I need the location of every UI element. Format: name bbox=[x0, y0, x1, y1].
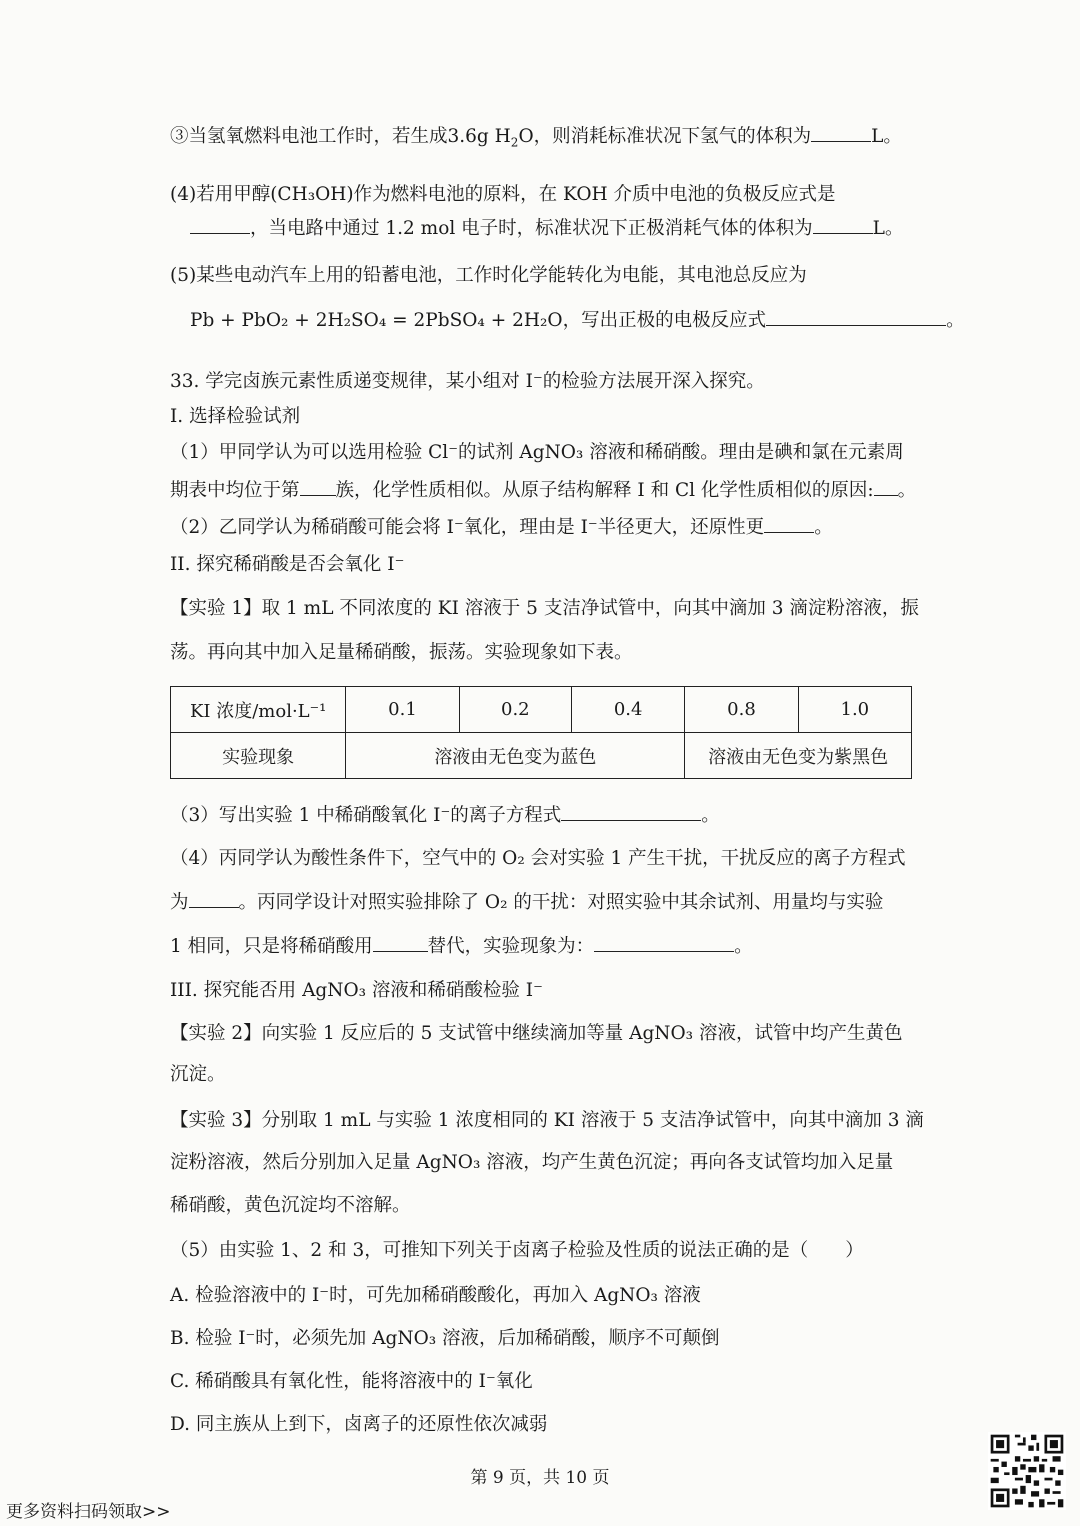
section-2-heading: II. 探究稀硝酸是否会氧化 I⁻ bbox=[170, 554, 405, 575]
q32-part5-end: 。 bbox=[946, 310, 965, 331]
q33-sub4-end: 。 bbox=[734, 936, 753, 957]
qr-code-icon[interactable] bbox=[988, 1432, 1066, 1510]
table-cell-observation-blue: 溶液由无色变为蓝色 bbox=[346, 733, 685, 779]
q33-sub1-text-b: 族，化学性质相似。从原子结构解释 I 和 Cl 化学性质相似的原因: bbox=[335, 480, 874, 501]
q33-sub1-line2 bbox=[170, 477, 916, 504]
q32-part5-line1: (5)某些电动汽车上用的铅蓄电池，工作时化学能转化为电能，其电池总反应为 bbox=[170, 265, 807, 286]
q33-sub4-line3 bbox=[170, 933, 753, 960]
experiment2-line2: 沉淀。 bbox=[170, 1064, 226, 1085]
table-header-concentration: KI 浓度/mol·L⁻¹ bbox=[171, 687, 346, 733]
experiment3-line1: 【实验 3】分别取 1 mL 与实验 1 浓度相同的 KI 溶液于 5 支洁净试管中，向其中滴加 3 滴 bbox=[170, 1110, 924, 1131]
answer-blank bbox=[561, 802, 701, 821]
table-row bbox=[171, 687, 912, 733]
q32-part3-mass: 3.6g H bbox=[447, 126, 511, 147]
table-cell: 0.1 bbox=[346, 687, 459, 733]
answer-blank bbox=[300, 477, 336, 496]
table-cell: 1.0 bbox=[798, 687, 911, 733]
table-cell: 0.8 bbox=[685, 687, 798, 733]
q32-part4-line2 bbox=[190, 215, 903, 242]
option-d: D. 同主族从上到下，卤离子的还原性依次减弱 bbox=[170, 1414, 548, 1435]
q33-sub2-text: （2）乙同学认为稀硝酸可能会将 I⁻氧化，理由是 I⁻半径更大，还原性更 bbox=[170, 517, 765, 538]
q33-sub2 bbox=[170, 514, 833, 541]
q33-sub4-text-b: 。丙同学设计对照实验排除了 O₂ 的干扰：对照实验中其余试剂、用量均与实验 bbox=[238, 892, 884, 913]
q33-sub1-text-a: 期表中均位于第 bbox=[170, 480, 300, 501]
experiment3-line3: 稀硝酸，黄色沉淀均不溶解。 bbox=[170, 1195, 411, 1216]
answer-blank bbox=[764, 514, 814, 533]
ki-concentration-table bbox=[170, 686, 912, 779]
q32-part3-text: ③当氢氧燃料电池工作时，若生成 bbox=[170, 126, 448, 147]
q32-part3-post: ，则消耗标准状况下氢气的体积为 bbox=[533, 126, 812, 147]
answer-blank bbox=[594, 933, 734, 952]
answer-blank bbox=[813, 215, 873, 234]
q32-part3-sub: 2 bbox=[510, 135, 519, 150]
section-3-heading: III. 探究能否用 AgNO₃ 溶液和稀硝酸检验 I⁻ bbox=[170, 980, 543, 1001]
q32-part5-text: ，写出正极的电极反应式 bbox=[562, 310, 767, 331]
q33-sub4-text-a: 为 bbox=[170, 892, 189, 913]
page-number: 第 9 页，共 10 页 bbox=[470, 1468, 610, 1488]
option-a: A. 检验溶液中的 I⁻时，可先加稀硝酸酸化，再加入 AgNO₃ 溶液 bbox=[170, 1285, 701, 1306]
q32-part4-unit: L。 bbox=[872, 218, 904, 239]
experiment3-line2: 淀粉溶液，然后分别加入足量 AgNO₃ 溶液，均产生黄色沉淀；再向各支试管均加入足量 bbox=[170, 1152, 894, 1173]
q33-sub1-line1: （1）甲同学认为可以选用检验 Cl⁻的试剂 AgNO₃ 溶液和稀硝酸。理由是碘和氯在元素周 bbox=[170, 442, 904, 463]
q33-sub2-end: 。 bbox=[814, 517, 833, 538]
q33-sub4-text-c: 1 相同，只是将稀硝酸用 bbox=[170, 936, 373, 957]
answer-blank bbox=[373, 933, 428, 952]
table-cell: 0.2 bbox=[459, 687, 571, 733]
answer-blank bbox=[811, 123, 871, 142]
section-1-heading: I. 选择检验试剂 bbox=[170, 406, 301, 427]
q33-sub1-end: 。 bbox=[897, 480, 917, 501]
table-cell-observation-purple: 溶液由无色变为紫黑色 bbox=[685, 733, 912, 779]
more-resources-link[interactable]: 更多资料扫码领取>> bbox=[6, 1502, 171, 1522]
option-b: B. 检验 I⁻时，必须先加 AgNO₃ 溶液，后加稀硝酸，顺序不可颠倒 bbox=[170, 1328, 720, 1349]
table-row bbox=[171, 733, 912, 779]
q33-sub3-end: 。 bbox=[701, 805, 720, 826]
q33-sub3 bbox=[170, 802, 720, 829]
lead-acid-equation: Pb + PbO₂ + 2H₂SO₄ = 2PbSO₄ + 2H₂O bbox=[190, 310, 563, 331]
experiment2-line1: 【实验 2】向实验 1 反应后的 5 支试管中继续滴加等量 AgNO₃ 溶液，试管中均产生黄色 bbox=[170, 1023, 903, 1044]
q32-part3-unit: L。 bbox=[871, 126, 902, 147]
q33-sub5: （5）由实验 1、2 和 3，可推知下列关于卤离子检验及性质的说法正确的是（ ） bbox=[170, 1240, 864, 1261]
answer-blank bbox=[189, 889, 239, 908]
answer-blank bbox=[874, 477, 898, 496]
q32-part4-line1: (4)若用甲醇(CH₃OH)作为燃料电池的原料，在 KOH 介质中电池的负极反应式是 bbox=[170, 184, 836, 205]
q33-sub4-text-d: 替代，实验现象为： bbox=[427, 936, 595, 957]
q33-title: 33. 学完卤族元素性质递变规律，某小组对 I⁻的检验方法展开深入探究。 bbox=[170, 371, 765, 392]
experiment1-line2: 荡。再向其中加入足量稀硝酸，振荡。实验现象如下表。 bbox=[170, 642, 633, 663]
experiment1-line1: 【实验 1】取 1 mL 不同浓度的 KI 溶液于 5 支洁净试管中，向其中滴加 3 滴淀粉溶液，振 bbox=[170, 598, 919, 619]
option-c: C. 稀硝酸具有氧化性，能将溶液中的 I⁻氧化 bbox=[170, 1371, 533, 1392]
q33-sub3-text: （3）写出实验 1 中稀硝酸氧化 I⁻的离子方程式 bbox=[170, 805, 562, 826]
q32-part3 bbox=[170, 123, 902, 156]
q32-part4-text: ，当电路中通过 1.2 mol 电子时，标准状况下正极消耗气体的体积为 bbox=[250, 218, 813, 239]
table-header-phenomenon: 实验现象 bbox=[171, 733, 346, 779]
q32-part5-line2 bbox=[190, 307, 965, 334]
table-cell: 0.4 bbox=[571, 687, 684, 733]
q32-part3-o: O bbox=[518, 126, 534, 147]
q33-sub4-line1: （4）丙同学认为酸性条件下，空气中的 O₂ 会对实验 1 产生干扰，干扰反应的离子方程式 bbox=[170, 848, 906, 869]
answer-blank bbox=[766, 307, 946, 326]
q33-sub4-line2 bbox=[170, 889, 883, 916]
answer-blank bbox=[190, 215, 250, 234]
